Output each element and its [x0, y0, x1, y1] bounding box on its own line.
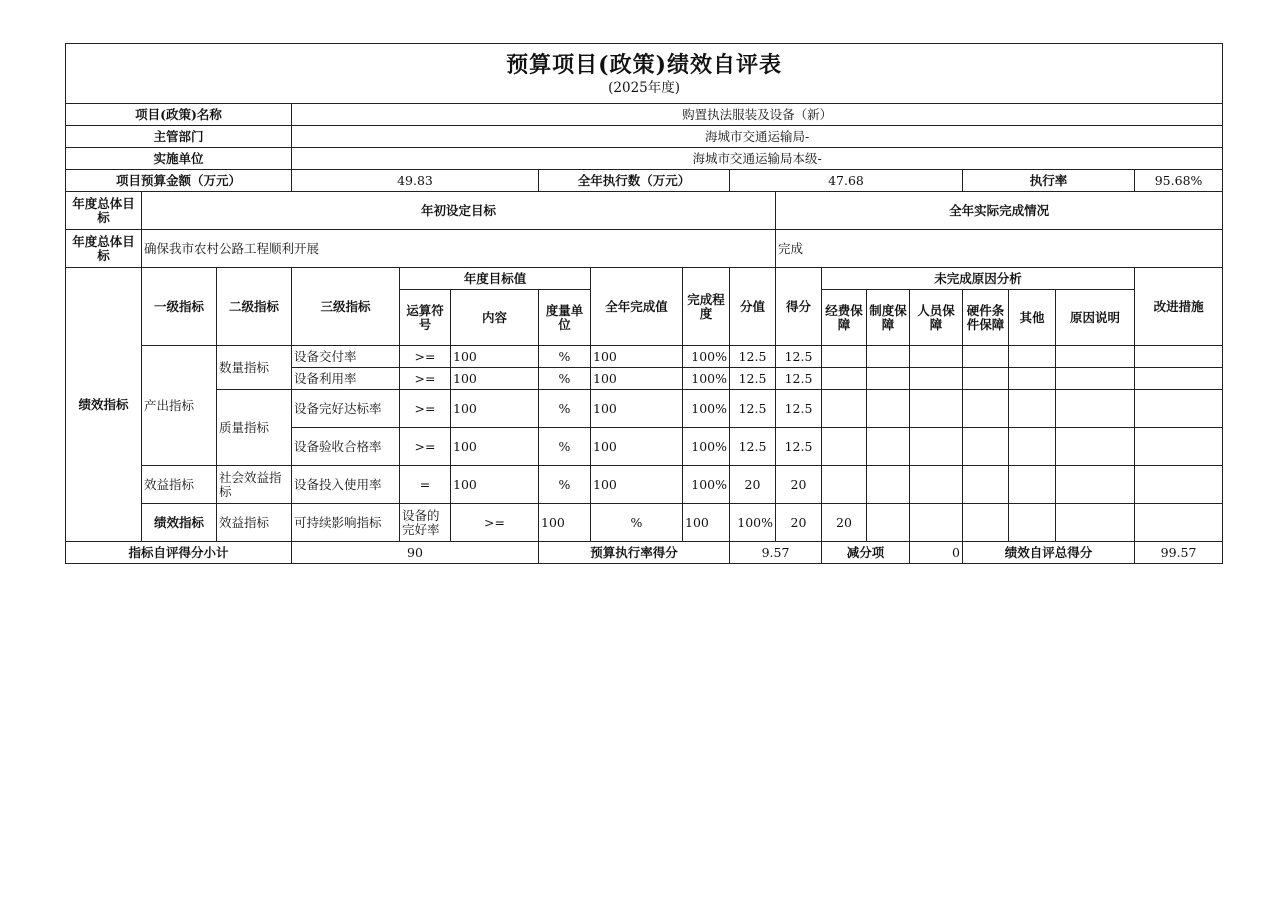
col-actual: 全年完成值	[591, 268, 683, 346]
indicator-actual: 100	[683, 504, 730, 542]
indicator-value: 12.5	[730, 368, 776, 390]
indicator-score: 20	[822, 504, 867, 542]
indicator-actual: 100	[591, 466, 683, 504]
table-row	[66, 504, 1223, 542]
page-subtitle-year: (2025年度)	[608, 80, 681, 96]
indicator-name: 设备的完好率	[400, 504, 451, 542]
indicator-value: 20	[730, 466, 776, 504]
indicator-value: 20	[776, 504, 822, 542]
performance-evaluation-table	[65, 43, 1223, 564]
output-indicator-label: 产出指标	[142, 346, 217, 466]
col-level3: 三级指标	[292, 268, 400, 346]
rate-score-label: 预算执行率得分	[539, 542, 730, 564]
col-measures: 改进措施	[1135, 268, 1223, 346]
indicator-score: 12.5	[776, 428, 822, 466]
indicator-completion: 100%	[683, 428, 730, 466]
indicator-score: 12.5	[776, 390, 822, 428]
indicator-operator: >=	[400, 390, 451, 428]
indicator-score: 12.5	[776, 368, 822, 390]
indicator-unit: %	[539, 428, 591, 466]
indicator-unit: %	[539, 390, 591, 428]
sustain-indicator-label: 可持续影响指标	[292, 504, 400, 542]
budget-label: 项目预算金额（万元）	[66, 170, 292, 192]
indicator-name: 设备利用率	[292, 368, 400, 390]
indicator-content: 100	[451, 390, 539, 428]
indicator-operator: >=	[400, 346, 451, 368]
subtotal-label: 指标自评得分小计	[66, 542, 292, 564]
indicator-score: 20	[776, 466, 822, 504]
indicator-unit: %	[539, 346, 591, 368]
col-target-group: 年度目标值	[400, 268, 591, 290]
unit-value: 海城市交通运输局本级-	[292, 148, 1223, 170]
indicator-content: 100	[451, 466, 539, 504]
indicator-content: 100	[451, 368, 539, 390]
total-value: 99.57	[1135, 542, 1223, 564]
unit-label: 实施单位	[66, 148, 292, 170]
col-funding: 经费保障	[822, 290, 867, 346]
social-indicator-label: 社会效益指标	[217, 466, 292, 504]
col-system: 制度保障	[867, 290, 910, 346]
dept-label: 主管部门	[66, 126, 292, 148]
executed-label: 全年执行数（万元）	[539, 170, 730, 192]
indicator-operator: >=	[400, 368, 451, 390]
indicator-name: 设备交付率	[292, 346, 400, 368]
table-row	[66, 390, 1223, 428]
deduction-label: 减分项	[822, 542, 910, 564]
indicator-completion: 100%	[683, 390, 730, 428]
indicator-name: 设备验收合格率	[292, 428, 400, 466]
planned-goal-header: 年初设定目标	[142, 192, 776, 230]
col-operator: 运算符号	[400, 290, 451, 346]
indicator-name: 设备完好达标率	[292, 390, 400, 428]
project-name-value: 购置执法服装及设备（新）	[292, 104, 1223, 126]
table-row	[66, 346, 1223, 368]
actual-goal: 完成	[776, 230, 1223, 268]
title-cell	[66, 44, 1223, 104]
subtotal-value: 90	[292, 542, 539, 564]
total-label: 绩效自评总得分	[963, 542, 1135, 564]
indicator-unit: %	[539, 368, 591, 390]
quality-indicator-label: 质量指标	[217, 390, 292, 466]
col-personnel: 人员保障	[910, 290, 963, 346]
indicator-score: 12.5	[776, 346, 822, 368]
col-content: 内容	[451, 290, 539, 346]
indicator-actual: 100	[591, 368, 683, 390]
budget-value: 49.83	[292, 170, 539, 192]
col-reason: 原因说明	[1056, 290, 1135, 346]
indicator-content: 100	[451, 428, 539, 466]
dept-value: 海城市交通运输局-	[292, 126, 1223, 148]
indicator-operator: >=	[451, 504, 539, 542]
indicator-value: 12.5	[730, 346, 776, 368]
col-other: 其他	[1009, 290, 1056, 346]
indicator-actual: 100	[591, 390, 683, 428]
col-reason-group: 未完成原因分析	[822, 268, 1135, 290]
planned-goal: 确保我市农村公路工程顺利开展	[142, 230, 776, 268]
indicator-unit: %	[539, 466, 591, 504]
col-score-value: 分值	[730, 268, 776, 346]
goal-label-2: 年度总体目标	[66, 230, 142, 268]
actual-goal-header: 全年实际完成情况	[776, 192, 1223, 230]
indicator-content: 100	[539, 504, 591, 542]
indicator-value: 12.5	[730, 428, 776, 466]
benefit-indicator-label: 效益指标	[142, 466, 217, 504]
table-row	[66, 466, 1223, 504]
indicator-actual: 100	[591, 428, 683, 466]
page-title: 预算项目(政策)绩效自评表	[506, 52, 782, 78]
indicator-operator: >=	[400, 428, 451, 466]
col-level1: 一级指标	[142, 268, 217, 346]
indicator-value: 12.5	[730, 390, 776, 428]
col-hardware: 硬件条件保障	[963, 290, 1009, 346]
indicator-actual: 100	[591, 346, 683, 368]
indicator-content: 100	[451, 346, 539, 368]
rate-label: 执行率	[963, 170, 1135, 192]
col-level2: 二级指标	[217, 268, 292, 346]
rate-value: 95.68%	[1135, 170, 1223, 192]
benefit-indicator-label-2: 效益指标	[217, 504, 292, 542]
indicator-name: 设备投入使用率	[292, 466, 400, 504]
indicators-section-label-2: 绩效指标	[142, 504, 217, 542]
goal-label: 年度总体目标	[66, 192, 142, 230]
executed-value: 47.68	[730, 170, 963, 192]
project-name-label: 项目(政策)名称	[66, 104, 292, 126]
col-completion: 完成程度	[683, 268, 730, 346]
rate-score-value: 9.57	[730, 542, 822, 564]
indicator-completion: 100%	[683, 346, 730, 368]
indicator-unit: %	[591, 504, 683, 542]
indicator-completion: 100%	[683, 466, 730, 504]
indicators-section-label: 绩效指标	[66, 268, 142, 542]
col-score: 得分	[776, 268, 822, 346]
indicator-completion: 100%	[683, 368, 730, 390]
indicator-completion: 100%	[730, 504, 776, 542]
deduction-value: 0	[910, 542, 963, 564]
indicator-operator: =	[400, 466, 451, 504]
quantity-indicator-label: 数量指标	[217, 346, 292, 390]
col-unit: 度量单位	[539, 290, 591, 346]
